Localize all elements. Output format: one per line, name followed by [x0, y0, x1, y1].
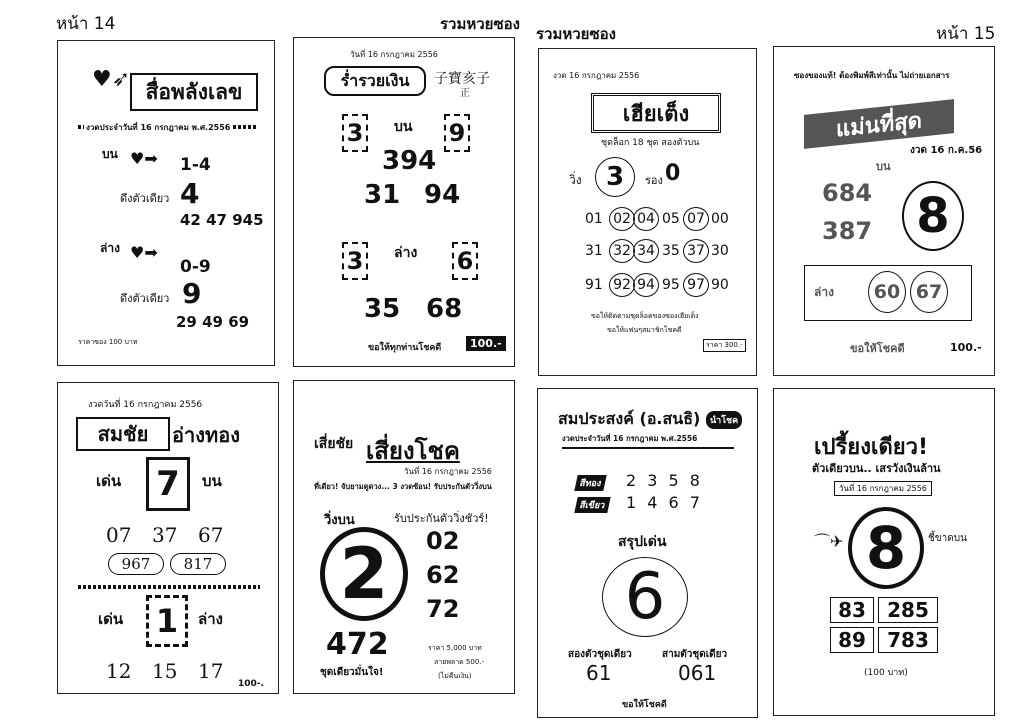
cupid-arrow-icon-2: ♥➡	[130, 243, 158, 262]
left-section-title: รวมหวยซอง	[440, 15, 520, 33]
card8-grid-0: 83	[830, 597, 874, 623]
card7-three: 061	[678, 661, 717, 685]
cell-circled: 92	[609, 273, 635, 297]
card6-pair-2: 72	[426, 595, 460, 623]
cell: 00	[711, 211, 729, 227]
cell: 31	[585, 243, 603, 259]
card-hia-teng	[538, 48, 757, 376]
cell-circled: 07	[683, 207, 709, 231]
card5-row-1: 37	[152, 523, 178, 547]
card-siang-chok	[293, 380, 515, 694]
card-somchai-angthong	[57, 382, 279, 694]
card7-footer: ขอให้โชคดี	[622, 700, 667, 710]
cell-circled: 94	[633, 273, 659, 297]
card8-price: (100 บาท)	[864, 668, 908, 678]
card2-top-left-digit: 3	[342, 114, 368, 152]
card8-grid-1: 285	[878, 597, 938, 623]
card1-bottom-run: 0-9	[180, 257, 211, 277]
card1-top-single: 4	[180, 177, 200, 210]
card3-note1: ขอให้ติดตามชุดล็อคของซองเฮียเต็ง	[591, 312, 699, 320]
cell-circled: 04	[633, 207, 659, 231]
card1-date: งวดประจำวันที่ 16 กรกฎาคม พ.ศ.2556	[86, 123, 231, 132]
card3-second-label: รอง	[645, 174, 663, 187]
card7-date: งวดประจำวันที่ 16 กรกฎาคม พ.ศ.2556	[562, 434, 698, 443]
card5-row-2: 67	[198, 523, 224, 547]
card-rumruay-ngern	[293, 37, 515, 367]
card3-second-digit: 0	[665, 161, 681, 186]
card2-chinese-sub: 正	[460, 88, 470, 99]
card8-title: เปรี้ยงเดียว!	[814, 435, 929, 460]
card3-price: ราคา 300.-	[703, 339, 746, 352]
card6-price-c: (ไม่คืนเงิน)	[438, 672, 472, 680]
card6-pair-0: 02	[426, 527, 460, 555]
card5-price: 100-.	[238, 679, 264, 689]
card8-date: วันที่ 16 กรกฎาคม 2556	[834, 481, 932, 496]
card6-big-digit: 2	[320, 527, 408, 621]
card6-price-b: ลายพลาด 500.-	[434, 658, 485, 666]
card1-top-label: บน	[102, 147, 118, 161]
card5-title-a: สมชัย	[76, 417, 170, 451]
card4-bot-a: 60	[868, 271, 906, 313]
cupid-arrow-icon: ♥➡	[130, 149, 158, 168]
card2-two-b: 94	[424, 180, 461, 210]
cell-circled: 02	[609, 207, 635, 231]
card3-date: งวด 16 กรกฎาคม 2556	[553, 71, 640, 80]
card-priang-diao	[773, 388, 995, 716]
card1-bottom-label: ล่าง	[100, 241, 120, 255]
card1-top-run: 1-4	[180, 155, 211, 175]
card1-top-sets: 42 47 945	[180, 211, 264, 229]
card4-top-b: 387	[822, 217, 873, 245]
card8-grid-3: 783	[878, 627, 938, 653]
cupid-icon: ♥➶	[92, 67, 131, 92]
cell-circled: 34	[633, 239, 659, 263]
card6-title: เสี่ยงโชค	[366, 437, 460, 465]
card2-footer: ขอให้ทุกท่านโชคดี	[368, 343, 442, 353]
card5-bottom-0: 12	[106, 659, 132, 683]
cell-circled: 97	[683, 273, 709, 297]
card3-run-digit: 3	[595, 157, 635, 197]
card5-row-0: 07	[106, 523, 132, 547]
card4-top-label: บน	[876, 160, 891, 173]
card5-lead-label-top: เด่น	[96, 472, 122, 490]
cell: 30	[711, 243, 729, 259]
card4-bottom-label: ล่าง	[814, 285, 834, 299]
cell: 95	[662, 277, 680, 293]
card2-chinese: 子寶亥子	[434, 71, 490, 87]
card-sue-palang-lek	[57, 40, 275, 366]
card6-three-note: ชุดเดียวมั่นใจ!	[320, 667, 384, 678]
card6-title-small: เสี่ยชัย	[314, 436, 354, 452]
card1-single-label-top: ดึงตัวเดียว	[120, 192, 170, 205]
divider	[562, 447, 734, 449]
card5-bottom-1: 15	[152, 659, 178, 683]
card2-two-a: 31	[364, 180, 401, 210]
card5-top-label: บน	[202, 472, 222, 490]
card-maen-tee-sud	[773, 46, 995, 376]
card6-slogan: ที่เดียว! จับยามดูดวง... 3 งวดซ้อน! รับประกันตัววิ่งบน	[314, 482, 492, 491]
divider	[78, 585, 260, 589]
card6-guarantee: รับประกันตัววิ่งชัวร์!	[394, 512, 489, 525]
card8-subtitle: ตัวเดียวบน.. เสรวังเงินล้าน	[812, 462, 941, 475]
card2-bottom-left-digit: 3	[342, 242, 368, 280]
cell-circled: 32	[609, 239, 635, 263]
card8-side-label: ชี้ขาดบน	[928, 533, 967, 544]
card2-three-digit: 394	[382, 146, 437, 176]
card2-bottom-right-digit: 6	[452, 242, 478, 280]
card4-date: งวด 16 ก.ค.56	[910, 145, 983, 156]
card5-date: งวดวันที่ 16 กรกฎาคม 2556	[88, 400, 203, 410]
card7-summary-label: สรุปเด่น	[618, 534, 667, 550]
card7-title: สมประสงค์ (อ.สนธิ)	[558, 409, 701, 428]
cell-circled: 37	[683, 239, 709, 263]
card4-top-big: 8	[902, 181, 964, 251]
card7-three-label: สามตัวชุดเดียว	[662, 649, 728, 660]
card2-title: ร่ำรวยเงิน	[324, 66, 426, 96]
card2-price: 100.-	[466, 336, 506, 351]
card7-two-label: สองตัวชุดเดียว	[568, 649, 632, 660]
card5-lead-bottom: 1	[146, 595, 188, 647]
card3-run-label: วิ่ง	[569, 173, 582, 187]
card6-run-label: วิ่งบน	[324, 513, 355, 528]
card4-bot-b: 67	[910, 271, 948, 313]
card2-top-right-digit: 9	[444, 114, 470, 152]
card4-price: 100.-	[950, 341, 982, 354]
card4-top-a: 684	[822, 179, 873, 207]
card7-big-digit: 6	[602, 557, 688, 637]
right-page-number: หน้า 15	[936, 24, 996, 44]
card8-big-digit: 8	[848, 507, 924, 589]
card1-price: ราคาซอง 100 บาท	[78, 338, 138, 346]
card5-pill-b: 817	[170, 553, 226, 575]
card5-lead-top: 7	[146, 457, 190, 511]
left-page-number: หน้า 14	[56, 14, 116, 34]
card5-title-b: อ่างทอง	[172, 423, 240, 447]
card1-bottom-sets: 29 49 69	[176, 313, 250, 331]
card7-yellow-label: สีทอง	[574, 475, 607, 491]
card6-date: วันที่ 16 กรกฎาคม 2556	[404, 467, 492, 476]
card4-footer: ขอให้โชคดี	[850, 342, 905, 355]
card-som-prasong	[537, 388, 758, 718]
card4-notice: ซองของแท้! ต้องพิมพ์สีเท่านั้น ไม่ถ่ายเอกสาร	[794, 71, 950, 80]
card3-note2: ขอให้แฟนๆสมาชิกโชคดี	[607, 326, 682, 334]
cell: 35	[662, 243, 680, 259]
card2-bottom-label: ล่าง	[394, 245, 418, 261]
card5-bottom-label: ล่าง	[198, 610, 223, 628]
card2-bot-a: 35	[364, 294, 401, 324]
card6-three: 472	[326, 627, 389, 662]
card2-top-label: บน	[394, 119, 413, 135]
card7-green-label: สีเขียว	[574, 497, 610, 513]
card5-pill-a: 967	[108, 553, 164, 575]
card6-pair-1: 62	[426, 561, 460, 589]
right-section-title: รวมหวยซอง	[536, 25, 616, 43]
card2-bot-b: 68	[426, 294, 463, 324]
card1-title: สื่อพลังเลข	[130, 73, 258, 111]
card2-date: วันที่ 16 กรกฎาคม 2556	[350, 50, 438, 59]
card5-lead-label-bottom: เด่น	[98, 610, 124, 628]
card8-grid-2: 89	[830, 627, 874, 653]
card3-subtitle: ชุดล็อก 18 ชุด สองตัวบน	[601, 138, 700, 148]
card1-bottom-single: 9	[182, 277, 202, 310]
card6-price-a: ราคา 5,000 บาท	[428, 644, 482, 652]
card7-badge: นำโชค	[706, 411, 742, 429]
card7-green-digits: 1 4 6 7	[626, 493, 703, 512]
card3-title: เฮียเต็ง	[591, 93, 721, 133]
card1-single-label-bottom: ดึงตัวเดียว	[120, 292, 170, 305]
card4-title: แม่นที่สุด	[804, 99, 954, 149]
card7-two: 61	[586, 661, 612, 685]
cell: 01	[585, 211, 603, 227]
cell: 90	[711, 277, 729, 293]
cell: 91	[585, 277, 603, 293]
bird-icon: ⌒✈	[814, 532, 844, 551]
card7-yellow-digits: 2 3 5 8	[626, 471, 703, 490]
cell: 05	[662, 211, 680, 227]
card5-bottom-2: 17	[198, 659, 224, 683]
